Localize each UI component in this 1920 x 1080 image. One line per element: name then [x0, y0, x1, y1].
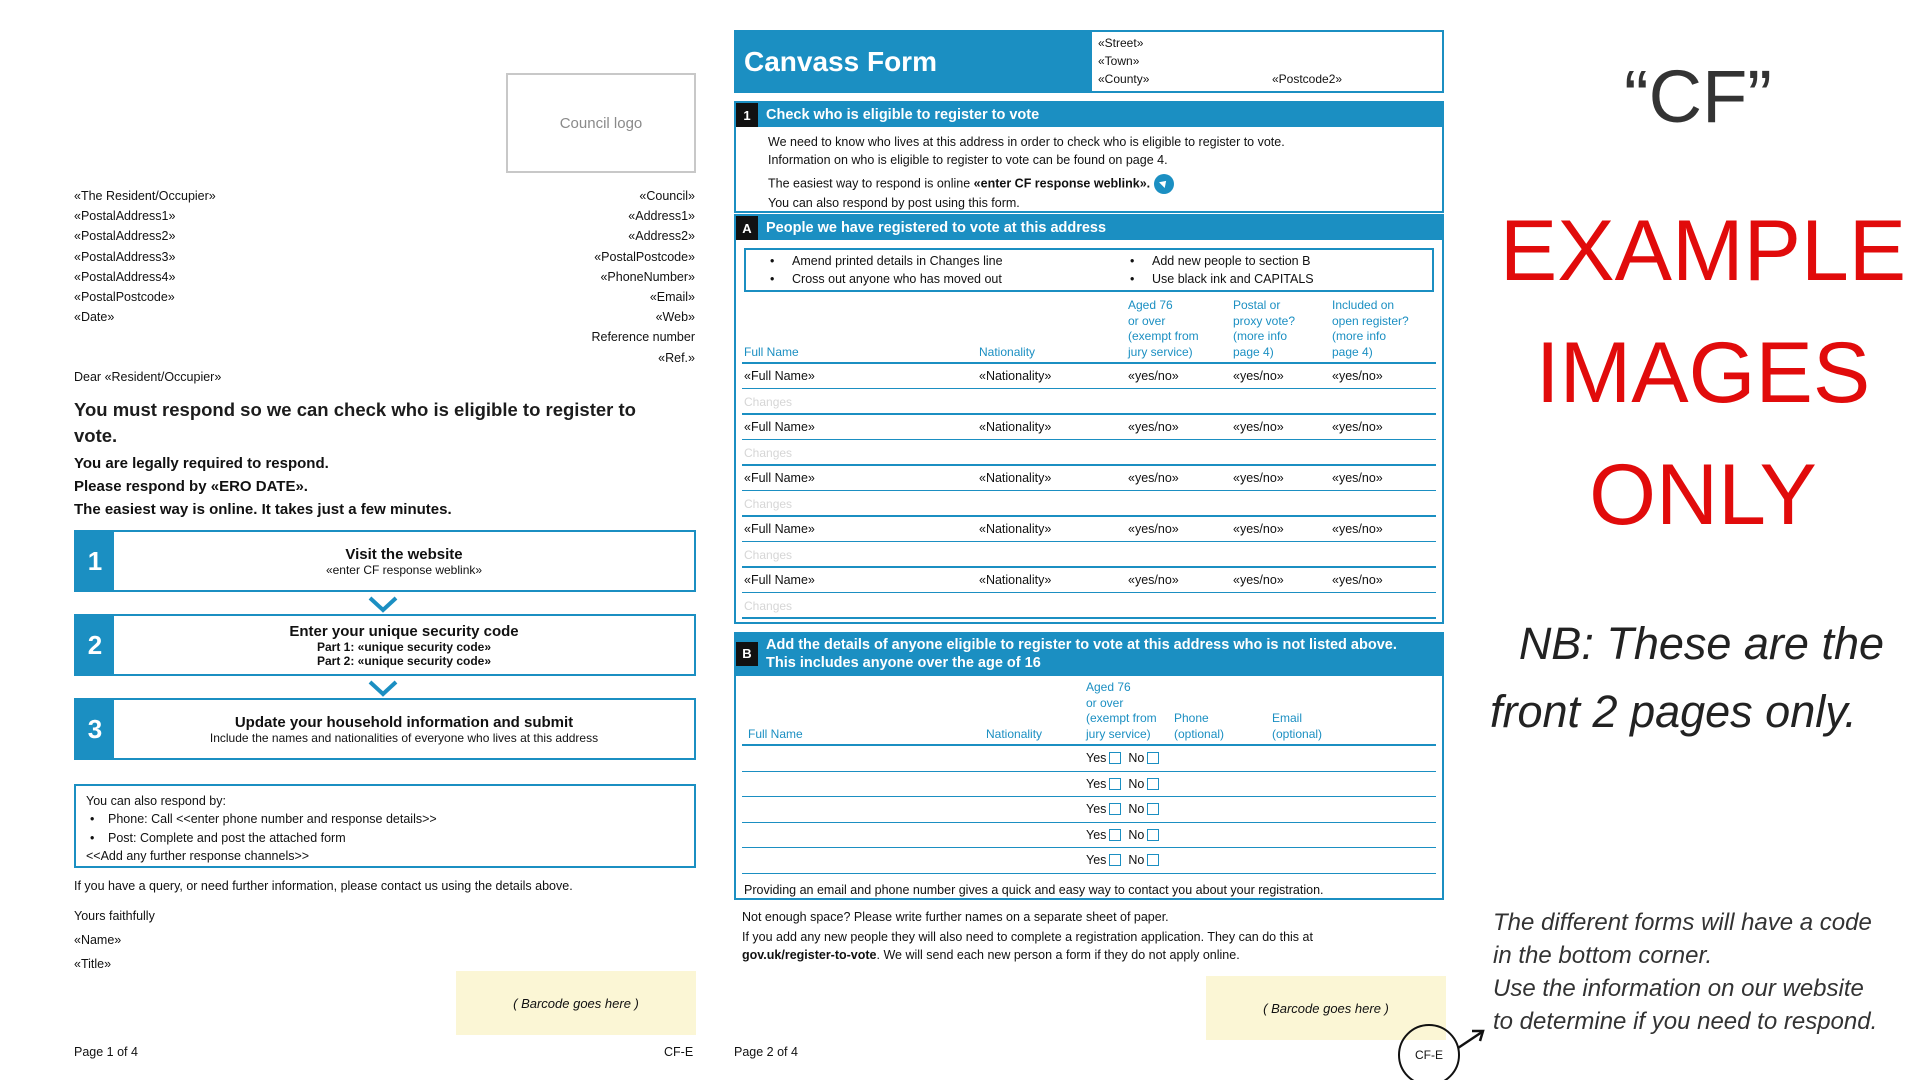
example-warning: EXAMPLE IMAGES ONLY	[1499, 203, 1907, 543]
canvass-form-page	[734, 0, 1444, 1080]
instruction: • Amend printed details in Changes line	[746, 252, 1003, 270]
step-3	[74, 698, 696, 760]
code-explanation: The different forms will have a code in the bottom corner. Use the information on our website to determine if you need to respond.	[1493, 909, 1878, 1035]
step-subtitle: Part 1: «unique security code»	[316, 639, 492, 654]
col-postal-proxy: Postal or proxy vote? (more info page 4)	[1233, 298, 1296, 359]
space-note: Not enough space? Please write further names on a separate sheet of paper.	[742, 910, 1169, 924]
after-notes	[742, 908, 1442, 964]
section-b	[734, 632, 1444, 900]
table-row: «Full Name» «Nationality» «yes/no» «yes/no» «yes/no»	[742, 466, 1436, 491]
step-title: Visit the website	[345, 545, 463, 563]
weblink[interactable]: «enter CF response weblink».	[973, 175, 1151, 190]
yes-checkbox[interactable]	[1109, 829, 1121, 841]
contact-note: Providing an email and phone number gives a quick and easy way to contact you about your registration.	[744, 882, 1324, 897]
address-line: «PhoneNumber»	[600, 269, 695, 284]
table-header	[742, 676, 1436, 746]
section-title: People we have registered to vote at this address	[766, 220, 1107, 236]
step-title: Enter your unique security code	[289, 622, 519, 640]
signoff-line: «Name»	[74, 933, 122, 947]
chevron-down-icon	[368, 596, 398, 614]
yes-checkbox[interactable]	[1109, 854, 1121, 866]
no-checkbox[interactable]	[1147, 829, 1159, 841]
nb-note: NB: These are the front 2 pages only.	[1490, 618, 1884, 737]
step-title: Update your household information and submit	[234, 713, 574, 731]
section-letter: A	[736, 216, 758, 240]
instruction: • Cross out anyone who has moved out	[746, 270, 1003, 288]
address-line: «PostalPostcode»	[74, 290, 175, 305]
table-row[interactable]: Yes No	[742, 797, 1436, 823]
recipient-address	[74, 186, 216, 327]
col-full-name: Full Name	[744, 344, 799, 359]
col-nationality: Nationality	[979, 344, 1036, 359]
yes-checkbox[interactable]	[1109, 752, 1121, 764]
table-row: «Full Name» «Nationality» «yes/no» «yes/no» «yes/no»	[742, 364, 1436, 389]
table-row: «Full Name» «Nationality» «yes/no» «yes/no» «yes/no»	[742, 517, 1436, 542]
address-line: «County»	[1098, 72, 1150, 86]
section-letter: B	[736, 642, 758, 666]
section-title: Check who is eligible to register to vote	[766, 107, 1040, 123]
col-nationality: Nationality	[986, 726, 1043, 741]
changes-line[interactable]: Changes	[742, 389, 1436, 415]
table-row: «Full Name» «Nationality» «yes/no» «yes/no» «yes/no»	[742, 415, 1436, 440]
postcode: «Postcode2»	[1272, 72, 1343, 86]
col-full-name: Full Name	[748, 726, 803, 741]
table-row[interactable]: Yes No	[742, 746, 1436, 772]
no-checkbox[interactable]	[1147, 803, 1159, 815]
address-line: «PostalAddress2»	[74, 229, 176, 244]
changes-line[interactable]: Changes	[742, 593, 1436, 619]
methods-heading: You can also respond by:	[86, 794, 226, 808]
step-subtitle: Include the names and nationalities of everyone who lives at this address	[209, 730, 599, 745]
salutation: Dear «Resident/Occupier»	[74, 370, 222, 384]
changes-line[interactable]: Changes	[742, 542, 1436, 568]
col-open-register: Included on open register? (more info page 4)	[1332, 298, 1409, 359]
step-2	[74, 614, 696, 676]
other-response-methods	[74, 784, 696, 868]
address-line: «Address1»	[628, 209, 695, 224]
step-number: 2	[76, 616, 114, 674]
address-line: «Street»	[1098, 36, 1144, 50]
council-address	[475, 186, 695, 368]
no-checkbox[interactable]	[1147, 752, 1159, 764]
register-link[interactable]: gov.uk/register-to-vote	[742, 948, 877, 962]
address-line: «PostalAddress1»	[74, 209, 176, 224]
table-header	[742, 292, 1436, 364]
address-line: «Date»	[74, 310, 115, 325]
barcode-placeholder: ( Barcode goes here )	[1206, 976, 1446, 1040]
section-letter: 1	[736, 103, 758, 127]
arrow-icon	[1456, 1028, 1486, 1050]
method-item: • Phone: Call <<enter phone number and response details>>	[86, 810, 684, 828]
address-line: Reference number	[591, 330, 695, 345]
table-row[interactable]: Yes No	[742, 772, 1436, 798]
signoff	[74, 904, 155, 976]
online-line: The easiest way to respond is online «enter CF response weblink».	[768, 174, 1410, 194]
step-subtitle: «enter CF response weblink»	[325, 562, 483, 577]
barcode-placeholder: ( Barcode goes here )	[456, 971, 696, 1035]
changes-line[interactable]: Changes	[742, 491, 1436, 517]
no-checkbox[interactable]	[1147, 778, 1159, 790]
address-line: «Email»	[649, 290, 695, 305]
col-aged-76: Aged 76 or over (exempt from jury service)	[1086, 680, 1157, 741]
methods-footer: <<Add any further response channels>>	[86, 848, 310, 863]
section-1	[734, 101, 1444, 213]
col-aged-76: Aged 76 or over (exempt from jury service)	[1128, 298, 1199, 359]
page-number: Page 2 of 4	[734, 1045, 798, 1059]
step-number: 1	[76, 532, 114, 590]
legal-line: Please respond by «ERO DATE».	[74, 478, 308, 495]
instruction: • Add new people to section B	[1106, 252, 1314, 270]
legal-notice	[74, 452, 452, 521]
address-line: «Council»	[639, 189, 695, 203]
letter-headline: You must respond so we can check who is eligible to register to vote.	[74, 399, 636, 446]
no-checkbox[interactable]	[1147, 854, 1159, 866]
form-code-circled: CF-E	[1398, 1024, 1460, 1080]
section-a	[734, 214, 1444, 624]
query-text: If you have a query, or need further information, please contact us using the details above.	[74, 879, 573, 893]
cursor-icon	[1154, 174, 1174, 194]
step-1	[74, 530, 696, 592]
letter-page	[0, 0, 720, 1080]
col-phone: Phone (optional)	[1174, 711, 1225, 741]
address-line: «Address2»	[628, 229, 695, 244]
address-line: «Ref.»	[658, 350, 695, 365]
council-logo: Council logo	[506, 73, 696, 173]
chevron-down-icon	[368, 680, 398, 698]
cf-label: “CF”	[1624, 55, 1772, 138]
step-number: 3	[76, 700, 114, 758]
section-subtitle: This includes anyone over the age of 16	[766, 655, 1041, 671]
legal-line: You are legally required to respond.	[74, 455, 329, 472]
address-line: «Town»	[1098, 54, 1140, 68]
address-line: «PostalAddress3»	[74, 249, 176, 264]
yes-checkbox[interactable]	[1109, 803, 1121, 815]
form-header	[734, 30, 1444, 93]
section-text: Information on who is eligible to register to vote can be found on page 4.	[768, 153, 1168, 168]
address-line: «The Resident/Occupier»	[74, 189, 216, 203]
changes-line[interactable]: Changes	[742, 440, 1436, 466]
step-subtitle: Part 2: «unique security code»	[316, 653, 492, 668]
page-number: Page 1 of 4	[74, 1045, 138, 1059]
address-line: «Web»	[655, 310, 695, 325]
form-address	[1092, 32, 1442, 91]
form-code: CF-E	[664, 1045, 694, 1059]
yes-checkbox[interactable]	[1109, 778, 1121, 790]
table-row[interactable]: Yes No	[742, 823, 1436, 849]
section-text: You can also respond by post using this form.	[768, 195, 1020, 210]
address-line: «PostalPostcode»	[594, 249, 695, 264]
new-people-note: If you add any new people they will also need to complete a registration application. They can do this at	[742, 930, 1313, 944]
table-row[interactable]: Yes No	[742, 848, 1436, 874]
new-people-note-2: gov.uk/register-to-vote. We will send each new person a form if they do not apply online.	[742, 948, 1240, 962]
method-item: • Post: Complete and post the attached form	[86, 829, 684, 847]
form-title: Canvass Form	[736, 32, 1092, 91]
address-line: «PostalAddress4»	[74, 269, 176, 284]
col-email: Email (optional)	[1272, 711, 1323, 741]
table-row: «Full Name» «Nationality» «yes/no» «yes/no» «yes/no»	[742, 568, 1436, 593]
instruction: • Use black ink and CAPITALS	[1106, 270, 1314, 288]
instructions-box	[744, 248, 1434, 292]
signoff-line: «Title»	[74, 957, 112, 971]
section-title: Add the details of anyone eligible to register to vote at this address who is not listed above.	[766, 637, 1397, 653]
signoff-line: Yours faithfully	[74, 909, 155, 923]
section-text: We need to know who lives at this address in order to check who is eligible to register to vote.	[768, 135, 1285, 149]
legal-line: The easiest way is online. It takes just a few minutes.	[74, 501, 452, 518]
